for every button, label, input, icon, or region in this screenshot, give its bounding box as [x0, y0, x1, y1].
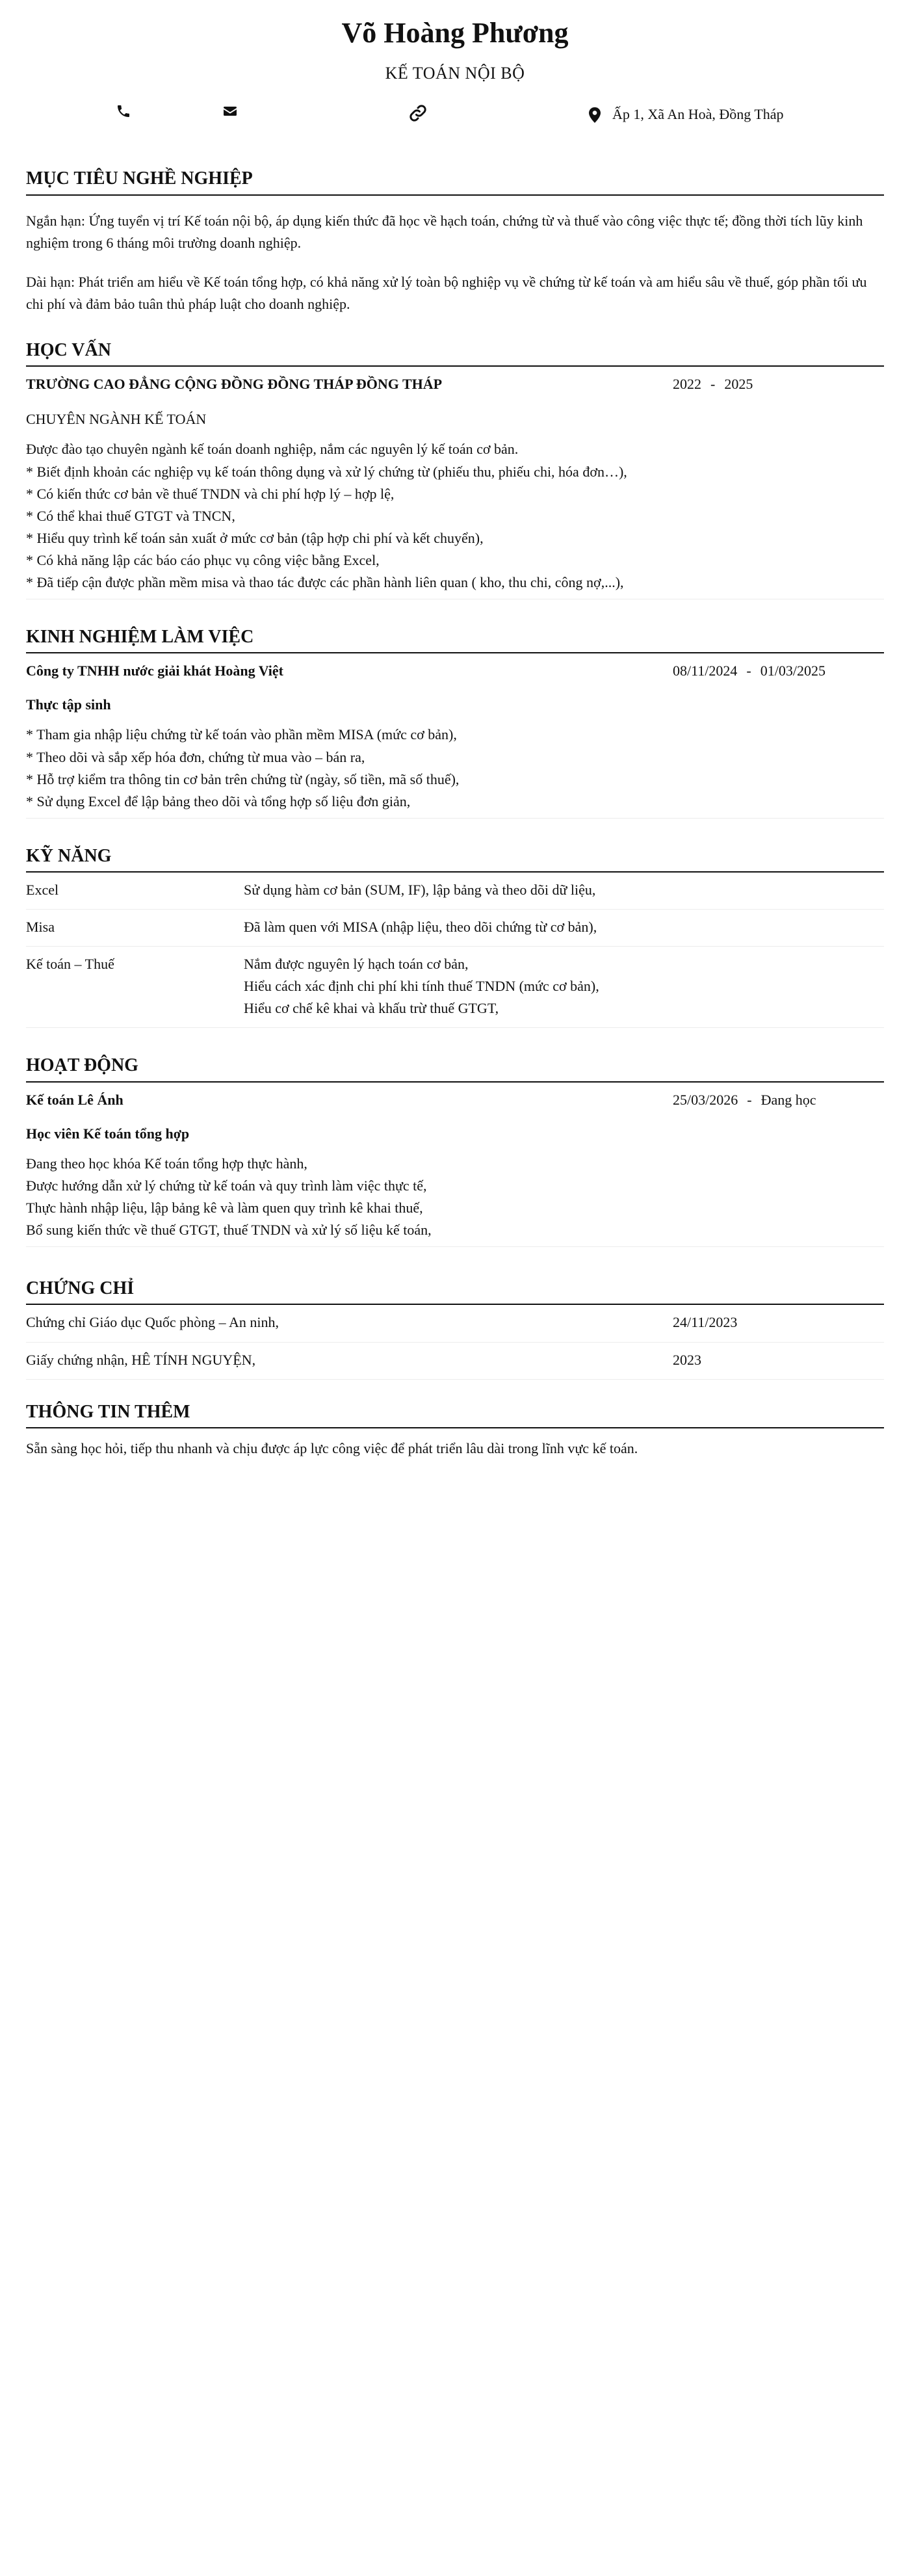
section-title: KINH NGHIỆM LÀM VIỆC: [26, 624, 884, 653]
date-range: 08/11/2024 - 01/03/2025: [673, 663, 826, 679]
certificate-date: 2023: [673, 1351, 701, 1368]
start-date: 25/03/2026: [673, 1091, 738, 1108]
activity-entry: [26, 1083, 884, 1248]
contact-address: [588, 103, 784, 125]
end-date: Đang học: [760, 1091, 816, 1108]
detail-line: * Theo dõi và sắp xếp hóa đơn, chứng từ mua vào – bán ra,: [26, 748, 365, 765]
activity-details: [26, 1153, 884, 1241]
skill-name: Excel: [26, 882, 59, 899]
section-title: KỸ NĂNG: [26, 843, 884, 873]
address-text: Ấp 1, Xã An Hoà, Đồng Tháp: [612, 106, 784, 123]
short-term-objective: Ngắn hạn: Ứng tuyển vị trí Kế toán nội bộ, áp dụng kiến thức đã học về hạch toán, chứng từ và thuế vào công việc thực tế; đồng thời tích lũy kinh nghiệm trong 6 tháng môi trường doanh nghiệp.: [26, 212, 863, 251]
education-details: [26, 438, 884, 594]
skill-description: Nắm được nguyên lý hạch toán cơ bản, Hiểu cách xác định chi phí khi tính thuế TNDN (mức cơ bản), Hiểu cơ chế kê khai và khấu trừ thuế GTGT,: [244, 956, 599, 1017]
certificate-name: Chứng chỉ Giáo dục Quốc phòng – An ninh,: [26, 1314, 279, 1331]
long-term-objective: Dài hạn: Phát triển am hiểu về Kế toán tổng hợp, có khả năng xử lý toàn bộ nghiệp vụ về chứng từ kế toán và am hiểu sâu về thuế, góp phần tối ưu chi phí và đảm bảo tuân thủ pháp luật cho doanh nghiệp.: [26, 273, 867, 312]
detail-line: * Sử dụng Excel để lập bảng theo dõi và tổng hợp số liệu đơn giản,: [26, 793, 411, 809]
certificate-date: 24/11/2023: [673, 1314, 738, 1331]
skill-description: Đã làm quen với MISA (nhập liệu, theo dõi chứng từ cơ bản),: [244, 919, 597, 936]
candidate-name: Võ Hoàng Phương: [341, 17, 569, 49]
detail-line: Bổ sung kiến thức về thuế GTGT, thuế TNDN và xử lý số liệu kế toán,: [26, 1222, 432, 1239]
activity-role: Học viên Kế toán tổng hợp: [26, 1125, 190, 1142]
date-range: 25/03/2026 - Đang học: [673, 1091, 816, 1108]
section-title: HOẠT ĐỘNG: [26, 1053, 884, 1082]
education-section: [26, 337, 884, 599]
school-name: TRƯỜNG CAO ĐẲNG CỘNG ĐỒNG ĐỒNG THÁP ĐỒNG THÁP: [26, 376, 443, 393]
contact-link[interactable]: [408, 103, 438, 123]
detail-line: * Có kiến thức cơ bản về thuế TNDN và chi phí hợp lý – hợp lệ,: [26, 485, 395, 502]
contact-email[interactable]: [222, 103, 248, 119]
position: Thực tập sinh: [26, 696, 111, 713]
detail-line: Đang theo học khóa Kế toán tổng hợp thực hành,: [26, 1155, 307, 1172]
certificate-row: [26, 1305, 884, 1342]
company-name: Công ty TNHH nước giải khát Hoàng Việt: [26, 663, 283, 679]
skill-name: Misa: [26, 919, 55, 936]
skill-row: [26, 873, 884, 910]
skill-row: [26, 947, 884, 1028]
detail-line: * Biết định khoản các nghiệp vụ kế toán thông dụng và xử lý chứng từ (phiếu thu, phiếu chi, hóa đơn…),: [26, 463, 627, 480]
end-date: 01/03/2025: [760, 663, 826, 679]
end-date: 2025: [724, 376, 753, 393]
start-date: 08/11/2024: [673, 663, 738, 679]
contact-row: [26, 98, 884, 127]
organization-name: Kế toán Lê Ánh: [26, 1091, 124, 1108]
section-title: HỌC VẤN: [26, 337, 884, 367]
skill-name: Kế toán – Thuế: [26, 956, 114, 973]
detail-line: * Tham gia nhập liệu chứng từ kế toán vào phần mềm MISA (mức cơ bản),: [26, 726, 457, 743]
contact-phone[interactable]: [116, 103, 142, 119]
detail-line: * Đã tiếp cận được phần mềm misa và thao tác được các phần hành liên quan ( kho, thu chi, công nợ,...),: [26, 573, 624, 590]
activities-section: [26, 1053, 884, 1247]
detail-line: * Hỗ trợ kiểm tra thông tin cơ bản trên chứng từ (ngày, số tiền, mã số thuế),: [26, 770, 460, 787]
certificates-section: [26, 1276, 884, 1379]
section-title: CHỨNG CHỈ: [26, 1276, 884, 1305]
start-date: 2022: [673, 376, 701, 393]
date-range: 2022 - 2025: [673, 376, 753, 393]
certificate-row: [26, 1343, 884, 1380]
objective-section: [26, 166, 884, 315]
detail-line: Được hướng dẫn xử lý chứng từ kế toán và quy trình làm việc thực tế,: [26, 1177, 427, 1194]
additional-info-section: [26, 1399, 884, 1460]
link-icon: [408, 103, 428, 123]
map-pin-icon: [588, 107, 602, 124]
skill-row: [26, 910, 884, 947]
major: CHUYÊN NGÀNH KẾ TOÁN: [26, 411, 207, 428]
detail-line: * Có thể khai thuế GTGT và TNCN,: [26, 507, 235, 524]
detail-line: Thực hành nhập liệu, lập bảng kê và làm quen quy trình kê khai thuế,: [26, 1200, 423, 1216]
experience-section: [26, 624, 884, 819]
skill-description: Sử dụng hàm cơ bản (SUM, IF), lập bảng và theo dõi dữ liệu,: [244, 882, 596, 899]
detail-line: * Có khả năng lập các báo cáo phục vụ công việc bằng Excel,: [26, 551, 380, 568]
detail-line: Được đào tạo chuyên ngành kế toán doanh nghiệp, nắm các nguyên lý kế toán cơ bản.: [26, 441, 519, 458]
detail-line: * Hiểu quy trình kế toán sản xuất ở mức cơ bản (tập hợp chi phí và kết chuyển),: [26, 529, 484, 546]
section-title: MỤC TIÊU NGHỀ NGHIỆP: [26, 166, 884, 195]
skills-section: [26, 843, 884, 1029]
envelope-icon: [222, 103, 238, 119]
job-title: KẾ TOÁN NỘI BỘ: [385, 64, 525, 83]
certificate-name: Giấy chứng nhận, HÊ TÍNH NGUYỆN,: [26, 1351, 256, 1368]
phone-icon: [116, 103, 131, 119]
experience-details: [26, 724, 884, 812]
resume-header: [26, 0, 884, 127]
section-title: THÔNG TIN THÊM: [26, 1399, 884, 1428]
experience-entry: [26, 653, 884, 819]
education-entry: [26, 367, 884, 599]
additional-info-text: Sẵn sàng học hỏi, tiếp thu nhanh và chịu được áp lực công việc để phát triển lâu dài trong lĩnh vực kế toán.: [26, 1439, 638, 1456]
